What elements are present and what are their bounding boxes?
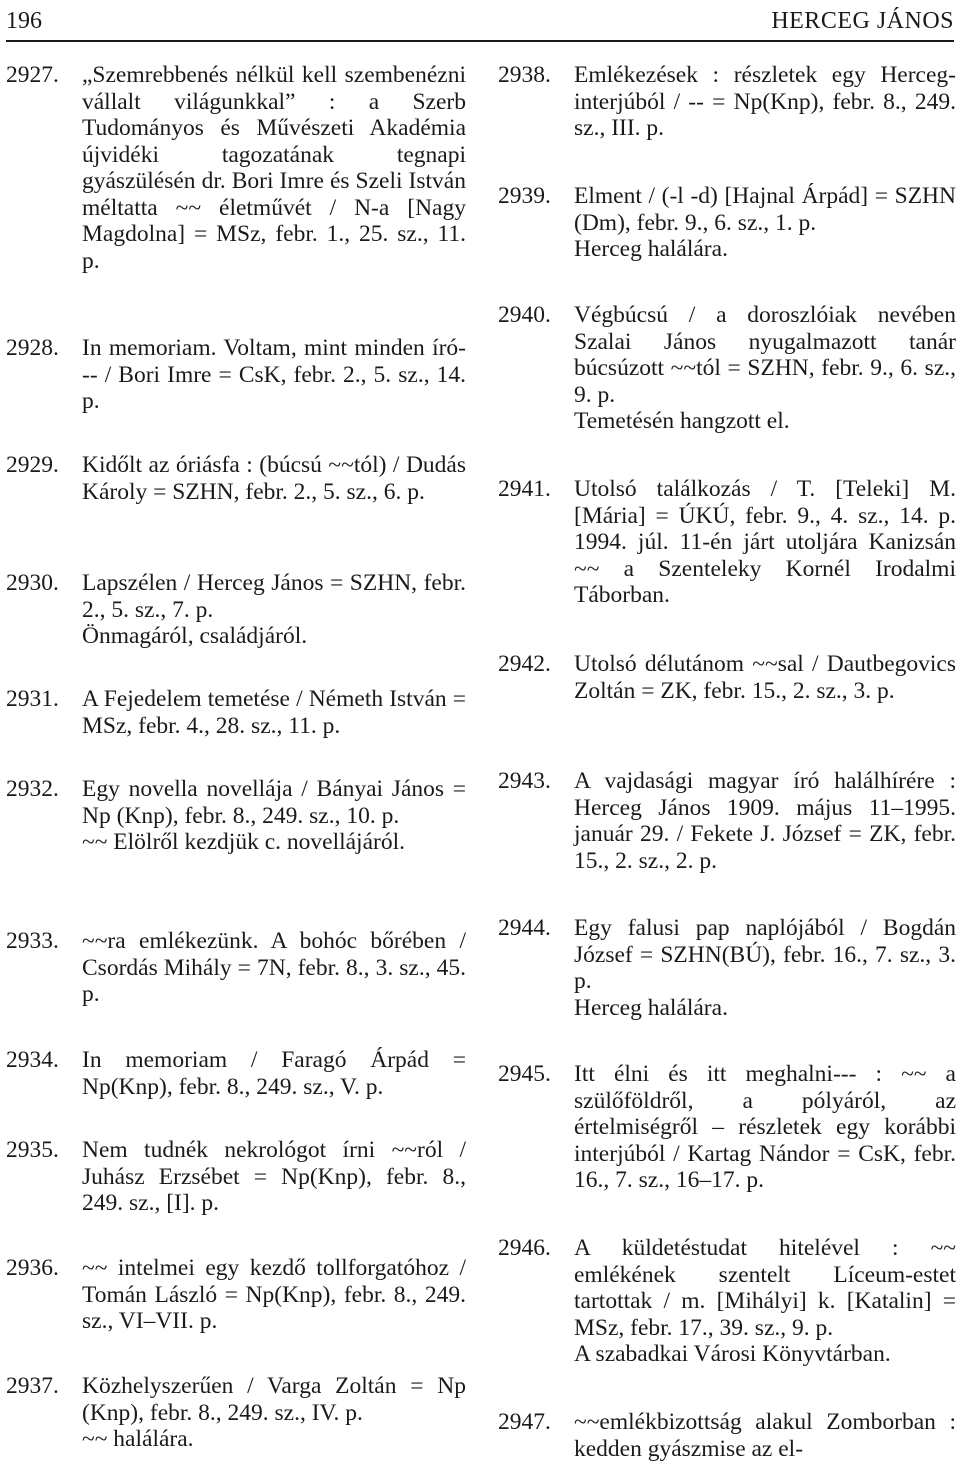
entry-text: A vajdasági magyar író halálhírére : Herceg János 1909. május 11–1995. január 29. / Fekete J. József = ZK, febr. 15., 2. sz., 2. p. xyxy=(574,768,956,874)
entry-text: Emlékezések : részletek egy Herceg-interjúból / -- = Np(Knp), febr. 8., 249. sz., III. p. xyxy=(574,62,956,141)
entry-text: Végbúcsú / a doroszlóiak nevében Szalai János nyugalmazott tanár búcsúzott ~~tól = SZHN, febr. 9., 6. sz., 9. p. xyxy=(574,302,956,408)
entry-number: 2946. xyxy=(498,1235,551,1261)
entry-text: Utolsó találkozás / T. [Teleki] M. [Mária] = ÚKÚ, febr. 9., 4. sz., 14. p. 1994. júl. 11-én járt utoljára Kanizsán ~~ a Szenteleky Kornél Irodalmi Táborban. xyxy=(574,476,956,608)
entry-note: A szabadkai Városi Könyvtárban. xyxy=(574,1341,891,1367)
entry-text: ~~ intelmei egy kezdő tollforgatóhoz / Tomán László = Np(Knp), febr. 8., 249. sz., VI–VII. p. xyxy=(82,1255,466,1334)
entry-text: A küldetéstudat hitelével : ~~ emlékének szentelt Líceum-estet tartottak / m. [Mihályi] k. [Katalin] = MSz, febr. 17., 39. sz., 9. p. xyxy=(574,1235,956,1341)
entry-text: ~~ra emlékezünk. A bohóc bőrében / Csordás Mihály = 7N, febr. 8., 3. sz., 45. p. xyxy=(82,928,466,1007)
bibliography-entry xyxy=(498,476,956,609)
entry-number: 2941. xyxy=(498,476,551,502)
bibliography-entry xyxy=(498,768,956,874)
bibliography-entry xyxy=(6,1047,466,1100)
entry-text: Egy falusi pap naplójából / Bogdán József = SZHN(BÚ), febr. 16., 7. sz., 3. p. xyxy=(574,915,956,994)
bibliography-entry xyxy=(498,1061,956,1194)
bibliography-entry xyxy=(6,452,466,505)
entry-number: 2940. xyxy=(498,302,551,328)
entry-number: 2928. xyxy=(6,335,59,361)
entry-number: 2935. xyxy=(6,1137,59,1163)
entry-number: 2939. xyxy=(498,183,551,209)
entry-number: 2932. xyxy=(6,776,59,802)
bibliography-entry xyxy=(498,1235,956,1368)
page-header xyxy=(6,4,954,40)
bibliography-entry xyxy=(6,686,466,739)
entry-note: Temetésén hangzott el. xyxy=(574,408,790,434)
bibliography-entry xyxy=(6,62,466,274)
entry-number: 2944. xyxy=(498,915,551,941)
entry-text: Utolsó délutánom ~~sal / Dautbegovics Zoltán = ZK, febr. 15., 2. sz., 3. p. xyxy=(574,651,956,704)
entry-note: Önmagáról, családjáról. xyxy=(82,623,308,649)
entry-number: 2933. xyxy=(6,928,59,954)
bibliography-entry xyxy=(498,302,956,435)
entry-text: Kidőlt az óriásfa : (búcsú ~~tól) / Dudás Károly = SZHN, febr. 2., 5. sz., 6. p. xyxy=(82,452,466,505)
entry-number: 2945. xyxy=(498,1061,551,1087)
header-rule xyxy=(6,40,954,42)
entry-note: ~~ Elölről kezdjük c. novellájáról. xyxy=(82,829,405,855)
bibliography-entry xyxy=(498,651,956,704)
entry-number: 2937. xyxy=(6,1373,59,1399)
entry-number: 2934. xyxy=(6,1047,59,1073)
entry-text: Nem tudnék nekrológot írni ~~ról / Juhász Erzsébet = Np(Knp), febr. 8., 249. sz., [I]. p. xyxy=(82,1137,466,1216)
entry-text: Közhelyszerűen / Varga Zoltán = Np (Knp), febr. 8., 249. sz., IV. p. xyxy=(82,1373,466,1426)
entry-number: 2927. xyxy=(6,62,59,88)
entry-note: Herceg halálára. xyxy=(574,994,728,1021)
entry-text: In memoriam. Voltam, mint minden író--- / Bori Imre = CsK, febr. 2., 5. sz., 14. p. xyxy=(82,335,466,414)
entry-text: „Szemrebbenés nélkül kell szembenézni vállalt világunkkal” : a Szerb Tudományos és Művészeti Akadémia újvidéki tagozatának tegnapi gyászülésén dr. Bori Imre és Szeli István méltatta ~~ életművét / N-a [Nagy Magdolna] = MSz, febr. 1., 25. sz., 11. p. xyxy=(82,62,466,274)
bibliography-entry xyxy=(6,928,466,1008)
bibliography-entry xyxy=(498,183,956,263)
entry-text: Egy novella novellája / Bányai János = Np (Knp), febr. 8., 249. sz., 10. p. xyxy=(82,776,466,829)
bibliography-entry xyxy=(6,570,466,650)
entry-number: 2936. xyxy=(6,1255,59,1281)
entry-number: 2942. xyxy=(498,651,551,677)
bibliography-entry xyxy=(6,1373,466,1453)
entry-number: 2947. xyxy=(498,1409,551,1435)
entry-number: 2929. xyxy=(6,452,59,478)
entry-number: 2943. xyxy=(498,768,551,794)
entry-text: In memoriam / Faragó Árpád = Np(Knp), febr. 8., 249. sz., V. p. xyxy=(82,1047,466,1100)
bibliography-entry xyxy=(6,1137,466,1217)
entry-note: ~~ halálára. xyxy=(82,1426,194,1452)
entry-number: 2931. xyxy=(6,686,59,712)
bibliography-entry xyxy=(498,1409,956,1462)
bibliography-entry xyxy=(6,1255,466,1335)
entry-text: A Fejedelem temetése / Németh István = MSz, febr. 4., 28. sz., 11. p. xyxy=(82,686,466,739)
entry-text: Elment / (-l -d) [Hajnal Árpád] = SZHN (Dm), febr. 9., 6. sz., 1. p. xyxy=(574,183,956,236)
running-head: HERCEG JÁNOS xyxy=(771,8,954,34)
entry-text: ~~emlékbizottság alakul Zomborban : kedden gyászmise az el- xyxy=(574,1409,956,1462)
page-number: 196 xyxy=(6,8,42,34)
bibliography-entry xyxy=(6,335,466,415)
entry-number: 2930. xyxy=(6,570,59,596)
entry-text: Lapszélen / Herceg János = SZHN, febr. 2., 5. sz., 7. p. xyxy=(82,570,466,623)
entry-number: 2938. xyxy=(498,62,551,88)
entry-note: Herceg halálára. xyxy=(574,236,728,262)
entry-text: Itt élni és itt meghalni--- : ~~ a szülőföldről, a pólyáról, az értelmiségről – részletek egy korábbi interjúból / Kartag Nándor = CsK, febr. 16., 7. sz., 16–17. p. xyxy=(574,1061,956,1193)
bibliography-entry xyxy=(498,915,956,1021)
bibliography-entry xyxy=(498,62,956,142)
bibliography-entry xyxy=(6,776,466,856)
